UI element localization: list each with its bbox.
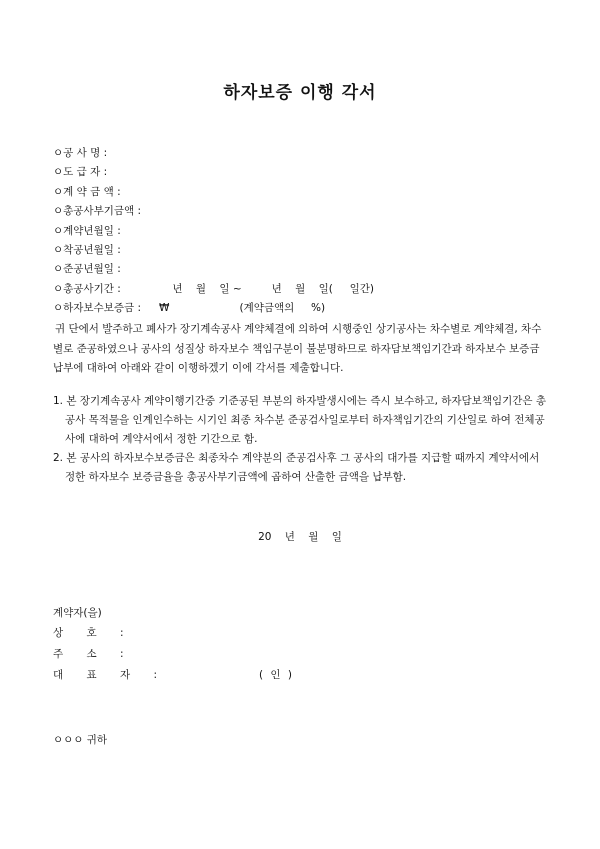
contractor-heading: 계약자(을) xyxy=(53,607,102,619)
contractor-row-address xyxy=(53,644,294,665)
field-warranty-deposit xyxy=(53,299,374,318)
field-label: ㅇ총공사기간 : xyxy=(53,282,121,295)
field-label: ㅇ도 급 자 : xyxy=(53,166,108,179)
contractor-label: 상 호 : xyxy=(53,627,134,639)
contractor-label: 대 표 자 : xyxy=(53,669,167,681)
field-project-name xyxy=(53,144,374,163)
field-value: ₩ (계약금액의 %) xyxy=(159,302,326,315)
addressee: ㅇㅇㅇ 귀하 xyxy=(53,734,108,746)
field-label: ㅇ준공년월일 : xyxy=(53,263,121,276)
field-label: ㅇ총공사부기금액 : xyxy=(53,205,142,218)
field-contract-amount xyxy=(53,183,374,202)
field-value: 년 월 일 ~ 년 월 일( 일간) xyxy=(159,282,374,295)
field-contract-date xyxy=(53,222,374,241)
contract-fields xyxy=(53,144,374,319)
field-label: ㅇ착공년월일 : xyxy=(53,243,121,256)
field-contractor xyxy=(53,163,374,182)
field-total-period xyxy=(53,280,374,299)
intro-paragraph: 귀 단에서 발주하고 폐사가 장기계속공사 계약체결에 의하여 시행중인 상기공사는 차수별로 계약체결, 차수별로 준공하였으나 공사의 성질상 하자보수 책임구분이 불분명하므로 하자담보책임기간과 하자보수 보증금 납부에 대하여 아래와 같이 이행하겠기 이에 각서를 제출합니다. xyxy=(53,323,542,374)
field-start-date xyxy=(53,241,374,260)
field-total-amount xyxy=(53,202,374,221)
contractor-block xyxy=(53,604,294,686)
document-title: 하자보증 이행 각서 xyxy=(223,83,377,103)
field-label: ㅇ계 약 금 액 : xyxy=(53,185,121,198)
field-label: ㅇ계약년월일 : xyxy=(53,224,121,237)
contractor-row-company xyxy=(53,623,294,644)
field-completion-date xyxy=(53,260,374,279)
term-item: 2. 본 공사의 하자보수보증금은 최종차수 계약분의 준공검사후 그 공사의 대가를 지급할 때까지 계약서에서 정한 하자보수 보증금율을 총공사부기금액에 곱하여 산출한 금액을 납부함. xyxy=(53,452,540,483)
term-item: 1. 본 장기계속공사 계약이행기간중 기준공된 부분의 하자발생시에는 즉시 보수하고, 하자담보책임기간은 총공사 목적물을 인계인수하는 시기인 최종 차수분 준공검사일로부터 하자책임기간의 기산일로 하여 전체공사에 대하여 계약서에서 정한 기간으로 함. xyxy=(53,395,547,445)
date-line: 20 년 월 일 xyxy=(258,531,342,543)
contractor-label: 주 소 : xyxy=(53,648,134,660)
contractor-row-representative xyxy=(53,665,294,686)
terms-list xyxy=(53,392,548,487)
field-label: ㅇ공 사 명 : xyxy=(53,147,108,159)
seal-mark: ( 인 ) xyxy=(259,669,295,681)
field-label: ㅇ하자보수보증금 : xyxy=(53,302,142,315)
